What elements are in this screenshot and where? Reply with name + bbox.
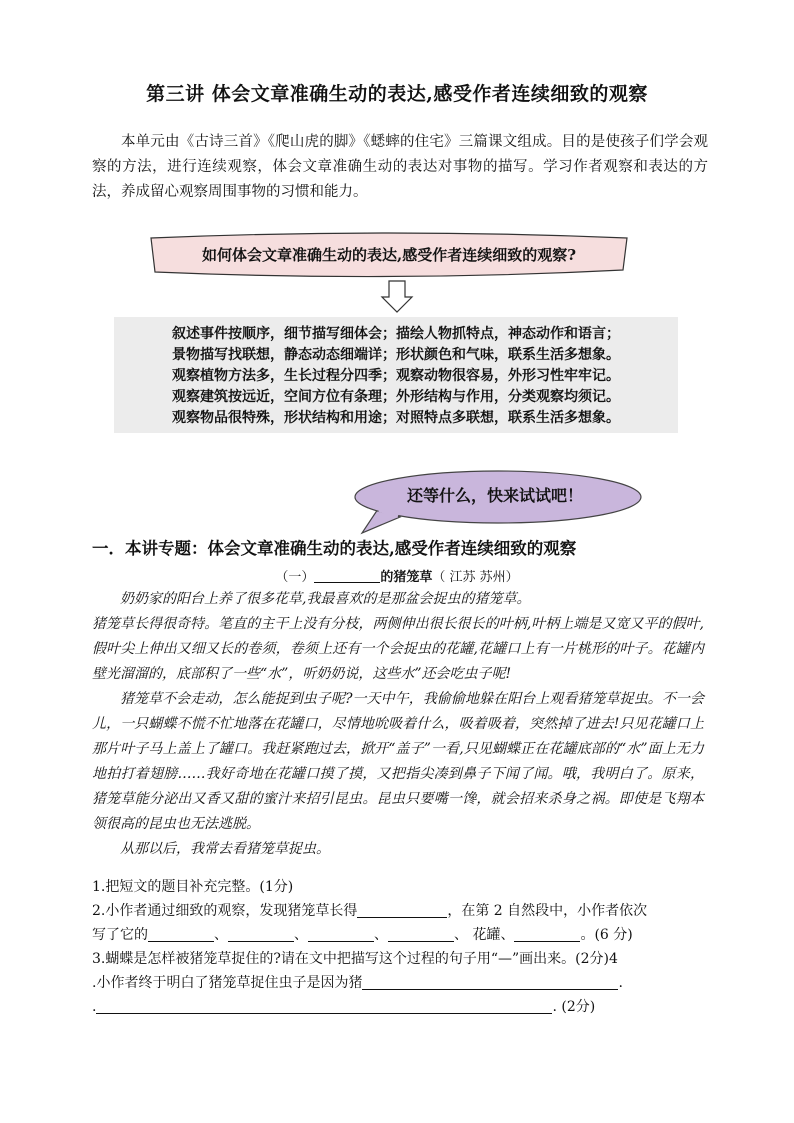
question-2-text: 2.小作者通过细致的观察，发现猪笼草长得 bbox=[92, 903, 358, 919]
question-2-text: 花罐、 bbox=[472, 927, 515, 943]
question-2 bbox=[92, 899, 704, 923]
question-2-text: ，在第 2 自然段中，小作者依次 bbox=[447, 903, 648, 919]
section-heading: 一．本讲专题：体会文章准确生动的表达,感受作者连续细致的观察 bbox=[92, 539, 577, 558]
down-arrow-icon bbox=[380, 280, 414, 314]
answer-blank[interactable] bbox=[514, 927, 580, 942]
passage-title-suffix: 的猪笼草 bbox=[380, 570, 433, 585]
question-4 bbox=[92, 971, 704, 995]
question-4-text: . (2分) bbox=[552, 999, 596, 1015]
tip-line: 景物描写找联想，静态动态细端详；形状颜色和气味，联系生活多想象。 bbox=[172, 347, 620, 363]
passage-number: （一） bbox=[275, 570, 315, 585]
tip-line: 观察物品很特殊，形状结构和用途；对照特点多联想，联系生活多想象。 bbox=[172, 410, 620, 426]
passage-body bbox=[92, 587, 704, 862]
answer-blank[interactable] bbox=[357, 903, 447, 918]
answer-blank[interactable] bbox=[308, 927, 374, 942]
answer-blank[interactable] bbox=[362, 975, 618, 990]
question-4-text: . bbox=[92, 999, 97, 1015]
answer-blank[interactable] bbox=[388, 927, 454, 942]
tip-line: 叙述事件按顺序，细节描写细体会；描绘人物抓特点，神态动作和语言； bbox=[172, 326, 620, 342]
intro-text: 本单元由《古诗三首》《爬山虎的脚》《蟋蟀的住宅》三篇课文组成。目的是使孩子们学会观察的方法，进行连续观察，体会文章准确生动的表达对事物的描写。学习作者观察和表达的方法，养成留心观察周围事物的习惯和能力。 bbox=[92, 134, 708, 200]
answer-blank[interactable] bbox=[148, 927, 214, 942]
passage-paragraph: 猪笼草长得很奇特。笔直的主干上没有分枝，两侧伸出很长很长的叶柄,叶柄上端是又宽又平的假叶,假叶尖上伸出又细又长的卷须，卷须上还有一个会捉虫的花罐,花罐口上有一片桃形的叶子。花罐内壁光溜溜的，底部积了一些“水”，听奶奶说，这些水”还会吃虫子呢! bbox=[92, 616, 704, 682]
passage-paragraph: 猪笼草不会走动，怎么能捉到虫子呢?一天中午，我偷偷地躲在阳台上观看猪笼草捉虫。不一会儿，一只蝴蝶不慌不忙地落在花罐口，尽情地吮吸着什么，吸着吸着，突然掉了进去!只见花罐口上那片叶子马上盖上了罐口。我赶紧跑过去，掀开“盖子”一看,只见蝴蝶正在花罐底部的“水”面上无力地拍打着翅膀……我好奇地在花罐口摸了摸，又把指尖凑到鼻子下闻了闻。哦，我明白了。原来，猪笼草能分泌出又香又甜的蜜汁来招引昆虫。昆虫只要嘴一馋，就会招来杀身之祸。即使是飞翔本领很高的昆虫也无法逃脱。 bbox=[92, 691, 704, 832]
banner-text: 如何体会文章准确生动的表达,感受作者连续细致的观察? bbox=[201, 246, 576, 264]
passage-title bbox=[0, 566, 794, 585]
bubble-text: 还等什么，快来试试吧！ bbox=[406, 486, 583, 505]
passage-source: （ 江苏 苏州） bbox=[432, 570, 519, 585]
intro-paragraph bbox=[92, 130, 708, 205]
question-2-line2: 写了它的 、 、 、 、 花罐、 。(6 分) bbox=[92, 927, 633, 943]
title-blank[interactable] bbox=[314, 569, 380, 583]
passage-paragraph: 奶奶家的阳台上养了很多花草,我最喜欢的是那盆会捉虫的猪笼草。 bbox=[120, 591, 531, 607]
answer-blank[interactable] bbox=[228, 927, 294, 942]
answer-blank[interactable] bbox=[96, 999, 552, 1014]
question-1: 1.把短文的题目补充完整。(1分) bbox=[92, 879, 294, 895]
page-title: 第三讲 体会文章准确生动的表达,感受作者连续细致的观察 bbox=[146, 83, 648, 105]
question-4-text: .小作者终于明白了猪笼草捉住虫子是因为猪 bbox=[92, 975, 363, 991]
question-4-line2 bbox=[92, 995, 704, 1019]
tips-list bbox=[114, 324, 678, 429]
question-2-text: 。(6 分) bbox=[580, 927, 633, 943]
question-2-text: 写了它的 bbox=[92, 927, 148, 943]
question-4-text: . bbox=[618, 975, 623, 991]
tip-line: 观察建筑按远近，空间方位有条理；外形结构与作用，分类观察均须记。 bbox=[172, 389, 620, 405]
passage-paragraph: 从那以后，我常去看猪笼草捉虫。 bbox=[120, 841, 330, 857]
question-3: 3.蝴蝶是怎样被猪笼草捉住的?请在文中把描写这个过程的句子用“—”画出来。(2分)4 bbox=[92, 951, 618, 967]
tip-line: 观察植物方法多，生长过程分四季；观察动物很容易，外形习性牢牢记。 bbox=[172, 368, 620, 384]
